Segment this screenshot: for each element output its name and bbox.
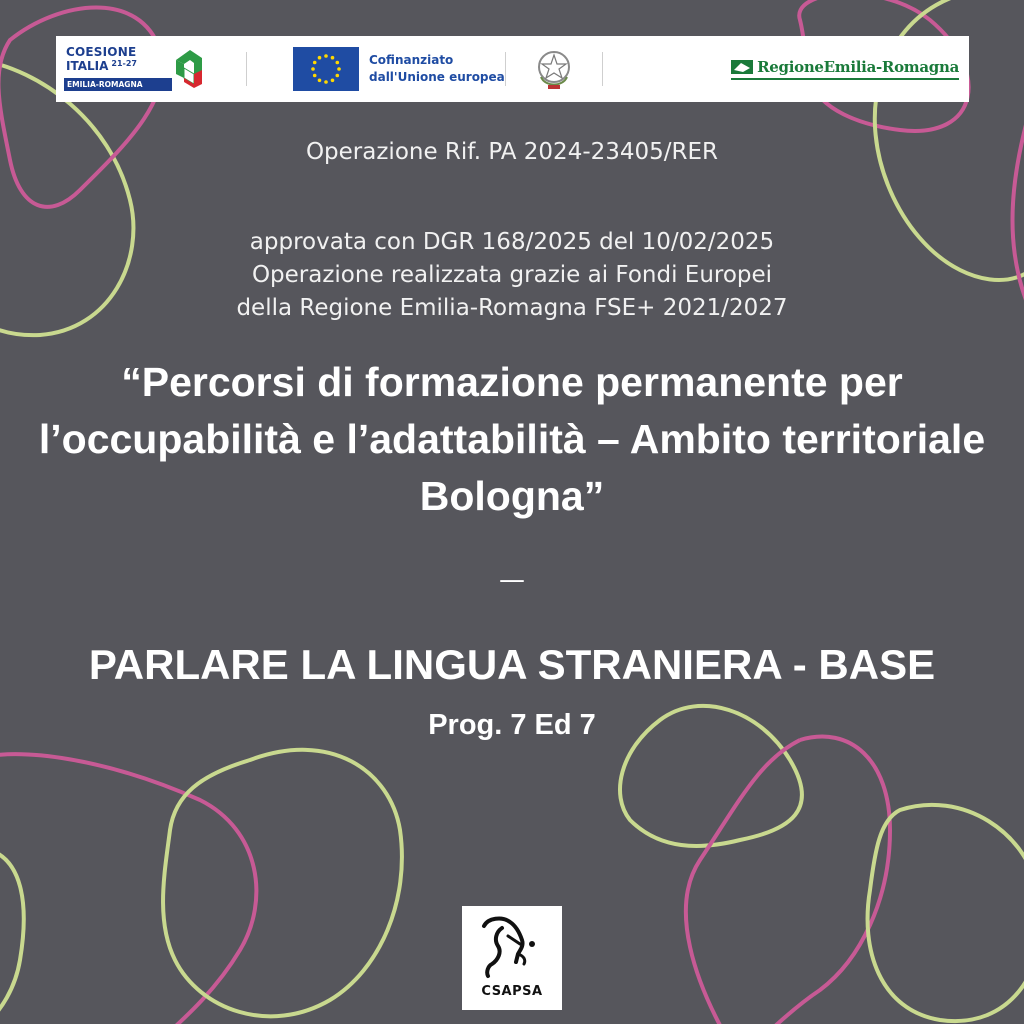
logo-bar [56, 36, 969, 102]
eu-flag-icon [293, 47, 359, 91]
approval-line: approvata con DGR 168/2025 del 10/02/2025 [249, 229, 775, 255]
republic-star-emblem-icon [535, 47, 573, 91]
eu-text-line2: dall'Unione europea [369, 70, 505, 84]
funding-source-line: della Regione Emilia-Romagna FSE+ 2021/2027 [236, 295, 788, 321]
approval-block [0, 226, 1024, 325]
coesione-arrows-icon [174, 46, 204, 90]
eu-cofinanced-logo [247, 36, 505, 102]
coesione-years: 21-27 [111, 59, 137, 68]
csapsa-profile-icon [462, 906, 562, 982]
italian-republic-emblem [506, 36, 602, 102]
separator-dash: — [499, 565, 525, 595]
project-title [0, 354, 1024, 525]
regione-emilia-romagna-logo [603, 36, 969, 102]
funding-line: Operazione realizzata grazie ai Fondi Europei [251, 262, 773, 288]
rer-underline [731, 78, 959, 80]
operation-reference: Operazione Rif. PA 2024-23405/RER [305, 139, 719, 165]
course-title: PARLARE LA LINGUA STRANIERA - BASE [88, 641, 936, 688]
blob-pink-bottom-left [0, 754, 256, 1024]
coesione-label: COESIONE [66, 45, 137, 59]
rer-emblem-icon [731, 60, 753, 74]
csapsa-name: CSAPSA [481, 984, 543, 999]
csapsa-logo [462, 906, 562, 1010]
blob-green-bottom-edge [0, 850, 24, 1020]
project-title-text: “Percorsi di formazione permanente per l’occupabilità e l’adattabilità – Ambito territoriale Bologna” [38, 359, 986, 519]
blob-green-bottom-left [163, 750, 402, 1017]
coesione-italia-logo [56, 36, 246, 102]
emilia-romagna-band: EMILIA-ROMAGNA [64, 78, 172, 91]
blob-pink-bottom-right [686, 737, 890, 1024]
italia-label: ITALIA $^{21-27}$ [66, 59, 137, 73]
eu-text [369, 52, 505, 86]
eu-text-line1: Cofinanziato [369, 53, 454, 67]
course-code: Prog. 7 Ed 7 [428, 709, 596, 741]
rer-name: RegioneEmilia-Romagna [757, 58, 959, 76]
